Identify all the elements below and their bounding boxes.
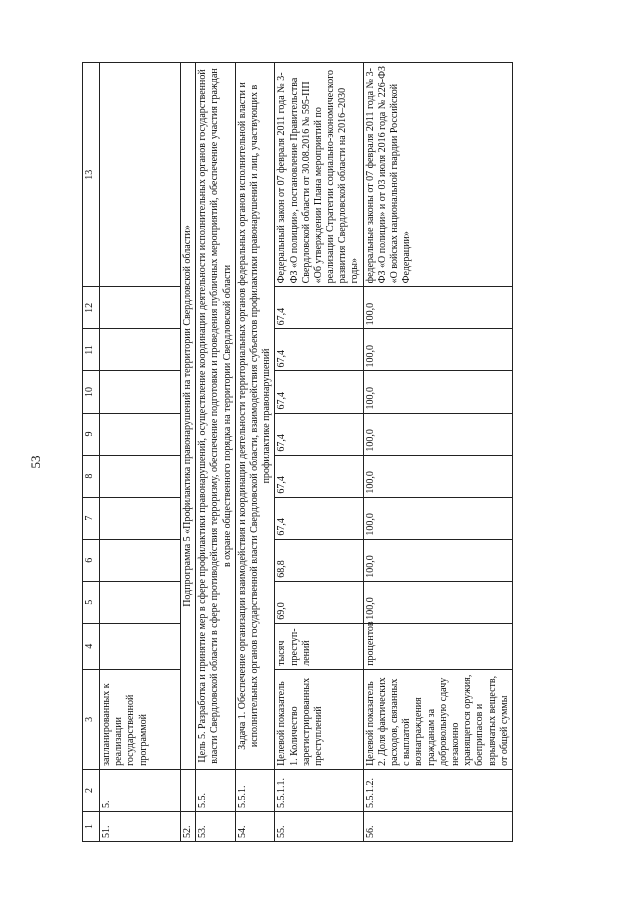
- cell: [100, 329, 181, 371]
- value-cell: 67,4: [275, 371, 363, 413]
- goal-text: Цель 5. Разработка и принятие мер в сфере профилактики правонарушений, осуществление координации деятельности исполнительных органов государственной власти Свердловской области в сфере противодействия терроризму, обеспечение подготовки и проведения публичных мероприятий, обеспечение участия граждан в охране общественного порядка на территории Свердловской области: [196, 63, 236, 770]
- value-cell: 100,0: [363, 455, 512, 497]
- row-title: запланированных к реализации государственной программой: [100, 669, 181, 769]
- header-row: [83, 63, 100, 842]
- value-cell: 68,8: [275, 539, 363, 581]
- cell: [100, 539, 181, 581]
- row-code: 5.5.1.1.: [275, 769, 363, 811]
- row-number: 54.: [235, 811, 275, 841]
- row-number: 52.: [181, 811, 196, 841]
- value-cell: 69,0: [275, 581, 363, 623]
- table-row: [235, 63, 275, 842]
- header-cell: 6: [83, 539, 100, 581]
- header-cell: 8: [83, 455, 100, 497]
- row-number: 55.: [275, 811, 363, 841]
- header-cell: 3: [83, 669, 100, 769]
- page-number: 53: [28, 455, 43, 469]
- task-text: Задача 1. Обеспечение организации взаимодействия и координации деятельности территориальных органов федеральных органов исполнительной власти и исполнительных органов государственной власти Свердловской области, взаимодействия субъектов профилактики правонарушений и лиц, участвующих в профилактике правонарушений: [235, 63, 275, 770]
- subprogram-title: Подпрограмма 5 «Профилактика правонарушений на территории Свердловской области»: [181, 63, 196, 770]
- row-code: 5.5.1.: [235, 769, 275, 811]
- value-cell: 100,0: [363, 497, 512, 539]
- targets-table: [82, 62, 513, 842]
- indicator-unit: процентов: [363, 623, 512, 669]
- value-cell: 67,4: [275, 413, 363, 455]
- legal-source: федеральные законы от 07 февраля 2011 года № 3-ФЗ «О полиции» и от 03 июля 2016 года № 226-ФЗ «О войсках национальной гвардии Российской Федерации»: [363, 63, 512, 287]
- indicator-unit: тысяч преступ-лений: [275, 623, 363, 669]
- table-row: [100, 63, 181, 842]
- value-cell: 67,4: [275, 455, 363, 497]
- row-code: 5.5.: [196, 769, 236, 811]
- cell: [100, 581, 181, 623]
- row-code: 5.5.1.2.: [363, 769, 512, 811]
- value-cell: 67,4: [275, 329, 363, 371]
- row-number: 56.: [363, 811, 512, 841]
- cell: [100, 413, 181, 455]
- row-number: 51.: [100, 811, 181, 841]
- cell: [100, 455, 181, 497]
- value-cell: 67,4: [275, 287, 363, 329]
- table-row: [275, 63, 363, 842]
- value-cell: 100,0: [363, 371, 512, 413]
- value-cell: 100,0: [363, 329, 512, 371]
- header-cell: 9: [83, 413, 100, 455]
- cell: [100, 623, 181, 669]
- table-row: [181, 63, 196, 842]
- row-code: [181, 769, 196, 811]
- indicator-name: Целевой показатель 1. Количество зарегистрированных преступлений: [275, 669, 363, 769]
- table-row: [363, 63, 512, 842]
- indicator-name: Целевой показатель 2. Доля фактических расходов, связанных с выплатой вознаграждения гражданам за добровольную сдачу незаконно хранящегося оружия, боеприпасов и взрывчатых веществ, от общей суммы: [363, 669, 512, 769]
- cell: [100, 63, 181, 287]
- value-cell: 67,4: [275, 497, 363, 539]
- cell: [100, 287, 181, 329]
- header-cell: 10: [83, 371, 100, 413]
- value-cell: 100,0: [363, 581, 512, 623]
- header-cell: 2: [83, 769, 100, 811]
- table-row: [196, 63, 236, 842]
- header-cell: 1: [83, 811, 100, 841]
- header-cell: 11: [83, 329, 100, 371]
- header-cell: 4: [83, 623, 100, 669]
- header-cell: 13: [83, 63, 100, 287]
- header-cell: 5: [83, 581, 100, 623]
- cell: [100, 497, 181, 539]
- header-cell: 7: [83, 497, 100, 539]
- value-cell: 100,0: [363, 287, 512, 329]
- row-number: 53.: [196, 811, 236, 841]
- cell: [100, 371, 181, 413]
- row-code: 5.: [100, 769, 181, 811]
- legal-source: Федеральный закон от 07 февраля 2011 года № 3-ФЗ «О полиции», постановление Правительства Свердловской области от 30.08.2016 № 595-ПП «Об утверждении Плана мероприятий по реализации Стратегии социально-экономического развития Свердловской области на 2016–2030 годы»: [275, 63, 363, 287]
- rotated-table-wrapper: [82, 62, 596, 842]
- value-cell: 100,0: [363, 539, 512, 581]
- header-cell: 12: [83, 287, 100, 329]
- value-cell: 100,0: [363, 413, 512, 455]
